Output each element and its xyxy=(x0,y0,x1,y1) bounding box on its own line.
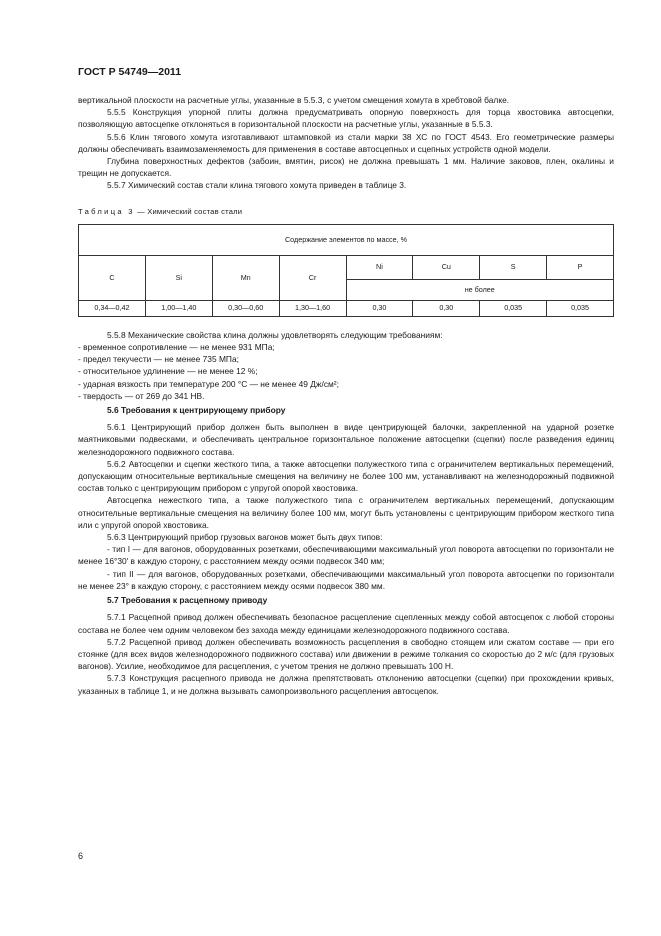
paragraph: вертикальной плоскости на расчетные углы, указанные в 5.5.3, с учетом смещения хомута в хребтовой балке. xyxy=(78,95,510,105)
table-cell: 1,00—1,40 xyxy=(145,300,212,316)
list-item: - относительное удлинение — не менее 12 %; xyxy=(78,366,258,377)
paragraph-5-6-2: 5.6.2 Автосцепки и сцепки жесткого типа, а также автосцепки полужесткого типа с ограничителем вертикальных перемещений, допускающим относительные вертикальные смещения на величину не более 100 мм, устанавливают на железнодорожный подвижной состав только с центрирующим прибором с упругой опорой хвостовика. xyxy=(78,458,614,494)
page-number: 6 xyxy=(78,851,84,861)
column-header-ni: Ni xyxy=(346,255,413,279)
page-content xyxy=(78,94,614,697)
table-cell: 0,035 xyxy=(547,300,614,316)
column-header-cu: Cu xyxy=(413,255,480,279)
list-item: - временное сопротивление — не менее 931 МПа; xyxy=(78,342,275,353)
paragraph-5-6-3: 5.6.3 Центрирующий прибор грузовых вагонов может быть двух типов: xyxy=(107,532,383,543)
paragraph-5-6-1: 5.6.1 Центрирующий прибор должен быть выполнен в виде центрирующей балочки, закрепленной на ударной розетке маятниковыми подвесками, и обеспечивать центральное горизонтальное положение автосцепки (сцепки) после разведения единиц железнодорожного подвижного состава. xyxy=(78,422,614,457)
paragraph-5-5-5: 5.5.5 Конструкция упорной плиты должна предусматривать опорную поверхность для торца хвостовика автосцепки, позволяющую автосцепке отклоняться в горизонтальной плоскости на расчетные углы, указанные в 5.5.3. xyxy=(78,107,614,130)
paragraph-5-7-1: 5.7.1 Расцепной привод должен обеспечивать безопасное расцепление сцепленных между собой автосцепок с любой стороны состава не более чем одним человеком без захода между единицами железнодорожного подвижного состава. xyxy=(78,612,614,635)
table-row xyxy=(79,300,614,316)
column-header-p: P xyxy=(547,255,614,279)
section-heading-5-6: 5.6 Требования к центрирующему прибору xyxy=(107,405,286,416)
paragraph: Автосцепка нежесткого типа, а также полужесткого типа с ограничителем вертикальных перемещений, допускающим относительные вертикальные смещения на величину более 100 мм, могут быть установлены с центрирующим прибором жесткого типа или с упругой опорой хвостовика. xyxy=(78,495,614,530)
table-cell: 0,30 xyxy=(346,300,413,316)
table-caption xyxy=(78,206,614,218)
column-header-c: C xyxy=(79,255,146,300)
table-title: — Химический состав стали xyxy=(134,206,243,216)
table-number: Таблица 3 xyxy=(78,206,135,216)
table-cell: 0,30—0,60 xyxy=(212,300,279,316)
section-heading-5-7: 5.7 Требования к расцепному приводу xyxy=(107,595,268,606)
column-header-s: S xyxy=(480,255,547,279)
paragraph-5-5-7: 5.5.7 Химический состав стали клина тягового хомута приведен в таблице 3. xyxy=(107,180,407,191)
paragraph-5-7-3: 5.7.3 Конструкция расцепного привода не должна препятствовать отклонению автосцепки (сцепки) при прохождении кривых, указанных в таблице 1, и не должна вызывать самопроизвольного расцепления автосцепок. xyxy=(78,673,614,696)
chemical-composition-table xyxy=(78,224,614,317)
column-header-mn: Mn xyxy=(212,255,279,300)
paragraph-5-7-2: 5.7.2 Расцепной привод должен обеспечивать возможность расцепления в свободно стоящем или сжатом составе — при его стоянке (для всех видов железнодорожного подвижного состава) или движении в режиме толкания со скоростью до 2 м/с (для грузовых вагонов). Усилие, необходимое для расцепления, с учетом трения не должно превышать 100 Н. xyxy=(78,636,614,672)
list-item: - твердость — от 269 до 341 НВ. xyxy=(78,390,205,401)
table-group-header: Содержание элементов по массе, % xyxy=(79,224,614,255)
table-cell: 1,30—1,60 xyxy=(279,300,346,316)
column-header-si: Si xyxy=(145,255,212,300)
table-sub-header: не более xyxy=(346,279,614,300)
table-cell: 0,035 xyxy=(480,300,547,316)
paragraph: Глубина поверхностных дефектов (забоин, вмятин, рисок) не должна превышать 1 мм. Наличие заковов, плен, окалины и трещин не допускается. xyxy=(78,156,614,179)
table-cell: 0,30 xyxy=(413,300,480,316)
table-cell: 0,34—0,42 xyxy=(79,300,146,316)
document-header: ГОСТ Р 54749—2011 xyxy=(78,66,182,78)
list-item: - предел текучести — не менее 735 МПа; xyxy=(78,354,239,365)
paragraph-5-5-8: 5.5.8 Механические свойства клина должны удовлетворять следующим требованиям: xyxy=(107,329,443,340)
column-header-cr: Cr xyxy=(279,255,346,300)
list-item: - тип I — для вагонов, оборудованных розетками, обеспечивающими максимальный угол поворота автосцепки по горизонтали не менее 16°30′ в каждую сторону, с расстоянием между осями подвесок 340 мм; xyxy=(78,544,614,567)
list-item: - ударная вязкость при температуре 200 °С — не менее 49 Дж/см²; xyxy=(78,378,339,389)
list-item: - тип II — для вагонов, оборудованных розетками, обеспечивающими максимальный угол поворота автосцепки по горизонтали не менее 23° в каждую сторону, с расстоянием между осями подвесок 380 мм. xyxy=(78,568,614,591)
paragraph-5-5-6: 5.5.6 Клин тягового хомута изготавливают штамповкой из стали марки 38 ХС по ГОСТ 4543. Его геометрические размеры должны обеспечивать взаимозаменяемость для применения в составе автосцепных и сцепных устройств одной модели. xyxy=(78,131,614,154)
